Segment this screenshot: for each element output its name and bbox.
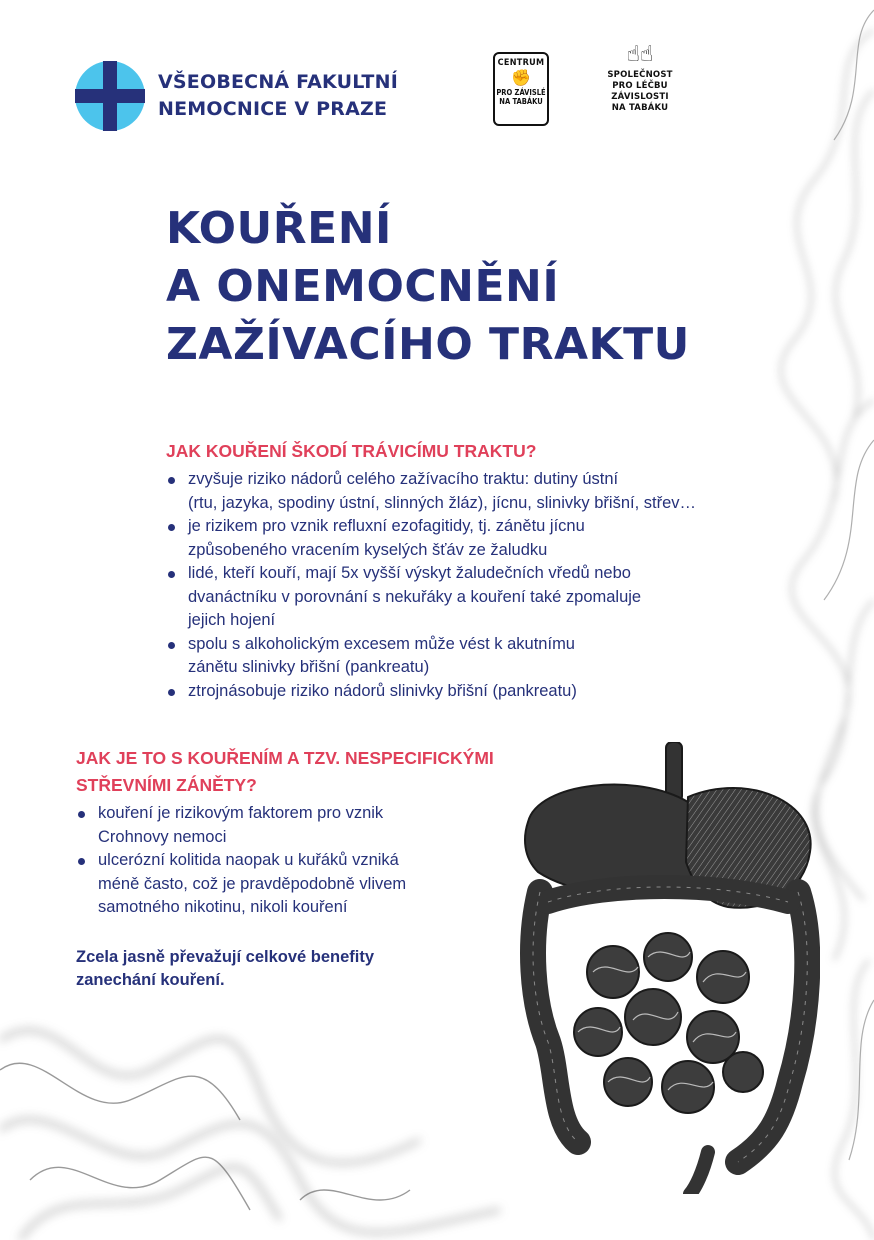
section2-bullet-2-line-2: méně často, což je pravděpodobně vlivem [98,874,407,893]
section2-heading [76,745,536,799]
conclusion-line1: Zcela jasně převažují celkové benefity [76,947,375,966]
section1-bullet-5-line-1: ztrojnásobuje riziko nádorů slinivky břišní (pankreatu) [188,681,577,700]
section1-bullet-4-line-1: spolu s alkoholickým excesem může vést k akutnímu [188,634,575,653]
hospital-name [158,69,398,123]
section2-bullet-1-line-1: kouření je rizikovým faktorem pro vznik [98,804,384,822]
section2-bullet-list [76,802,536,920]
section1-bullet-3 [166,562,786,633]
section1-bullet-2 [166,515,786,562]
section1-bullet-3-line-1: lidé, kteří kouří, mají 5x vyšší výskyt žaludečních vředů nebo [188,564,631,582]
section1-bullet-1 [166,468,786,515]
smoke-decoration-bottom [0,980,520,1240]
section-intestinal-inflammation [76,745,536,993]
hospital-name-line2: NEMOCNICE V PRAZE [158,98,388,120]
section1-bullet-4 [166,633,786,680]
section2-heading-line1: JAK JE TO S KOUŘENÍM A TZV. NESPECIFICKÝMI [76,748,494,768]
section1-bullet-2-line-1: je rizikem pro vznik refluxní ezofagitidy, tj. zánětu jícnu [188,517,585,535]
section1-bullet-list [166,468,786,703]
section1-bullet-3-line-3: jejich hojení [188,611,276,629]
section1-bullet-1-line-1: zvyšuje riziko nádorů celého zažívacího traktu: dutiny ústní [188,470,619,488]
title-line1: KOUŘENÍ [166,203,392,254]
hospital-logo [74,60,398,132]
section2-bullet-2-line-1: ulcerózní kolitida naopak u kuřáků vzniká [98,851,399,869]
section2-bullet-1-line-2: Crohnovy nemoci [98,827,227,846]
page-title [166,200,690,374]
section1-heading: JAK KOUŘENÍ ŠKODÍ TRÁVICÍMU TRAKTU? [166,441,537,461]
title-line3: ZAŽÍVACÍHO TRAKTU [166,319,690,370]
section1-bullet-4-line-2: zánětu slinivky břišní (pankreatu) [188,658,430,676]
section1-bullet-5 [166,680,786,704]
title-line2: A ONEMOCNĚNÍ [166,261,560,312]
section1-bullet-2-line-2: způsobeného vracením kyselých šťáv ze žaludku [188,540,548,559]
conclusion-line2: zanechání kouření. [76,971,225,989]
section2-heading-line2: STŘEVNÍMI ZÁNĚTY? [76,775,257,795]
spolecnost-line3: ZÁVISLOSTI [611,92,669,102]
section2-bullet-1 [76,802,536,849]
conclusion-text [76,946,536,993]
section1-bullet-1-line-2: (rtu, jazyka, spodiny ústní, slinných žláz), jícnu, slinivky břišní, střev… [188,493,697,512]
centrum-logo-top: CENTRUM [497,58,545,68]
section-harm-digestive-tract [166,438,786,703]
centrum-logo-bottom-line1: PRO ZÁVISLÉ [496,88,546,97]
centrum-logo-bottom-line2: NA TABÁKU [499,97,543,106]
spolecnost-line4: NA TABÁKU [611,103,669,113]
hospital-name-line1: VŠEOBECNÁ FAKULTNÍ [158,71,398,93]
hand-with-cigarette-icon: ✊ [511,68,531,87]
centrum-logo [493,52,549,126]
hands-breaking-cigarette-icon: ☝☝ [626,42,654,67]
spolecnost-line2: PRO LÉČBU [612,81,668,91]
spolecnost-line1: SPOLEČNOST [607,70,673,80]
cross-in-circle-icon [74,60,146,132]
digestive-tract-illustration [518,742,820,1194]
spolecnost-logo [606,40,674,114]
section1-bullet-3-line-2: dvanáctníku v porovnání s nekuřáky a kouření také zpomaluje [188,587,642,606]
section2-bullet-2-line-3: samotného nikotinu, nikoli kouření [98,898,348,916]
section2-bullet-2 [76,849,536,920]
